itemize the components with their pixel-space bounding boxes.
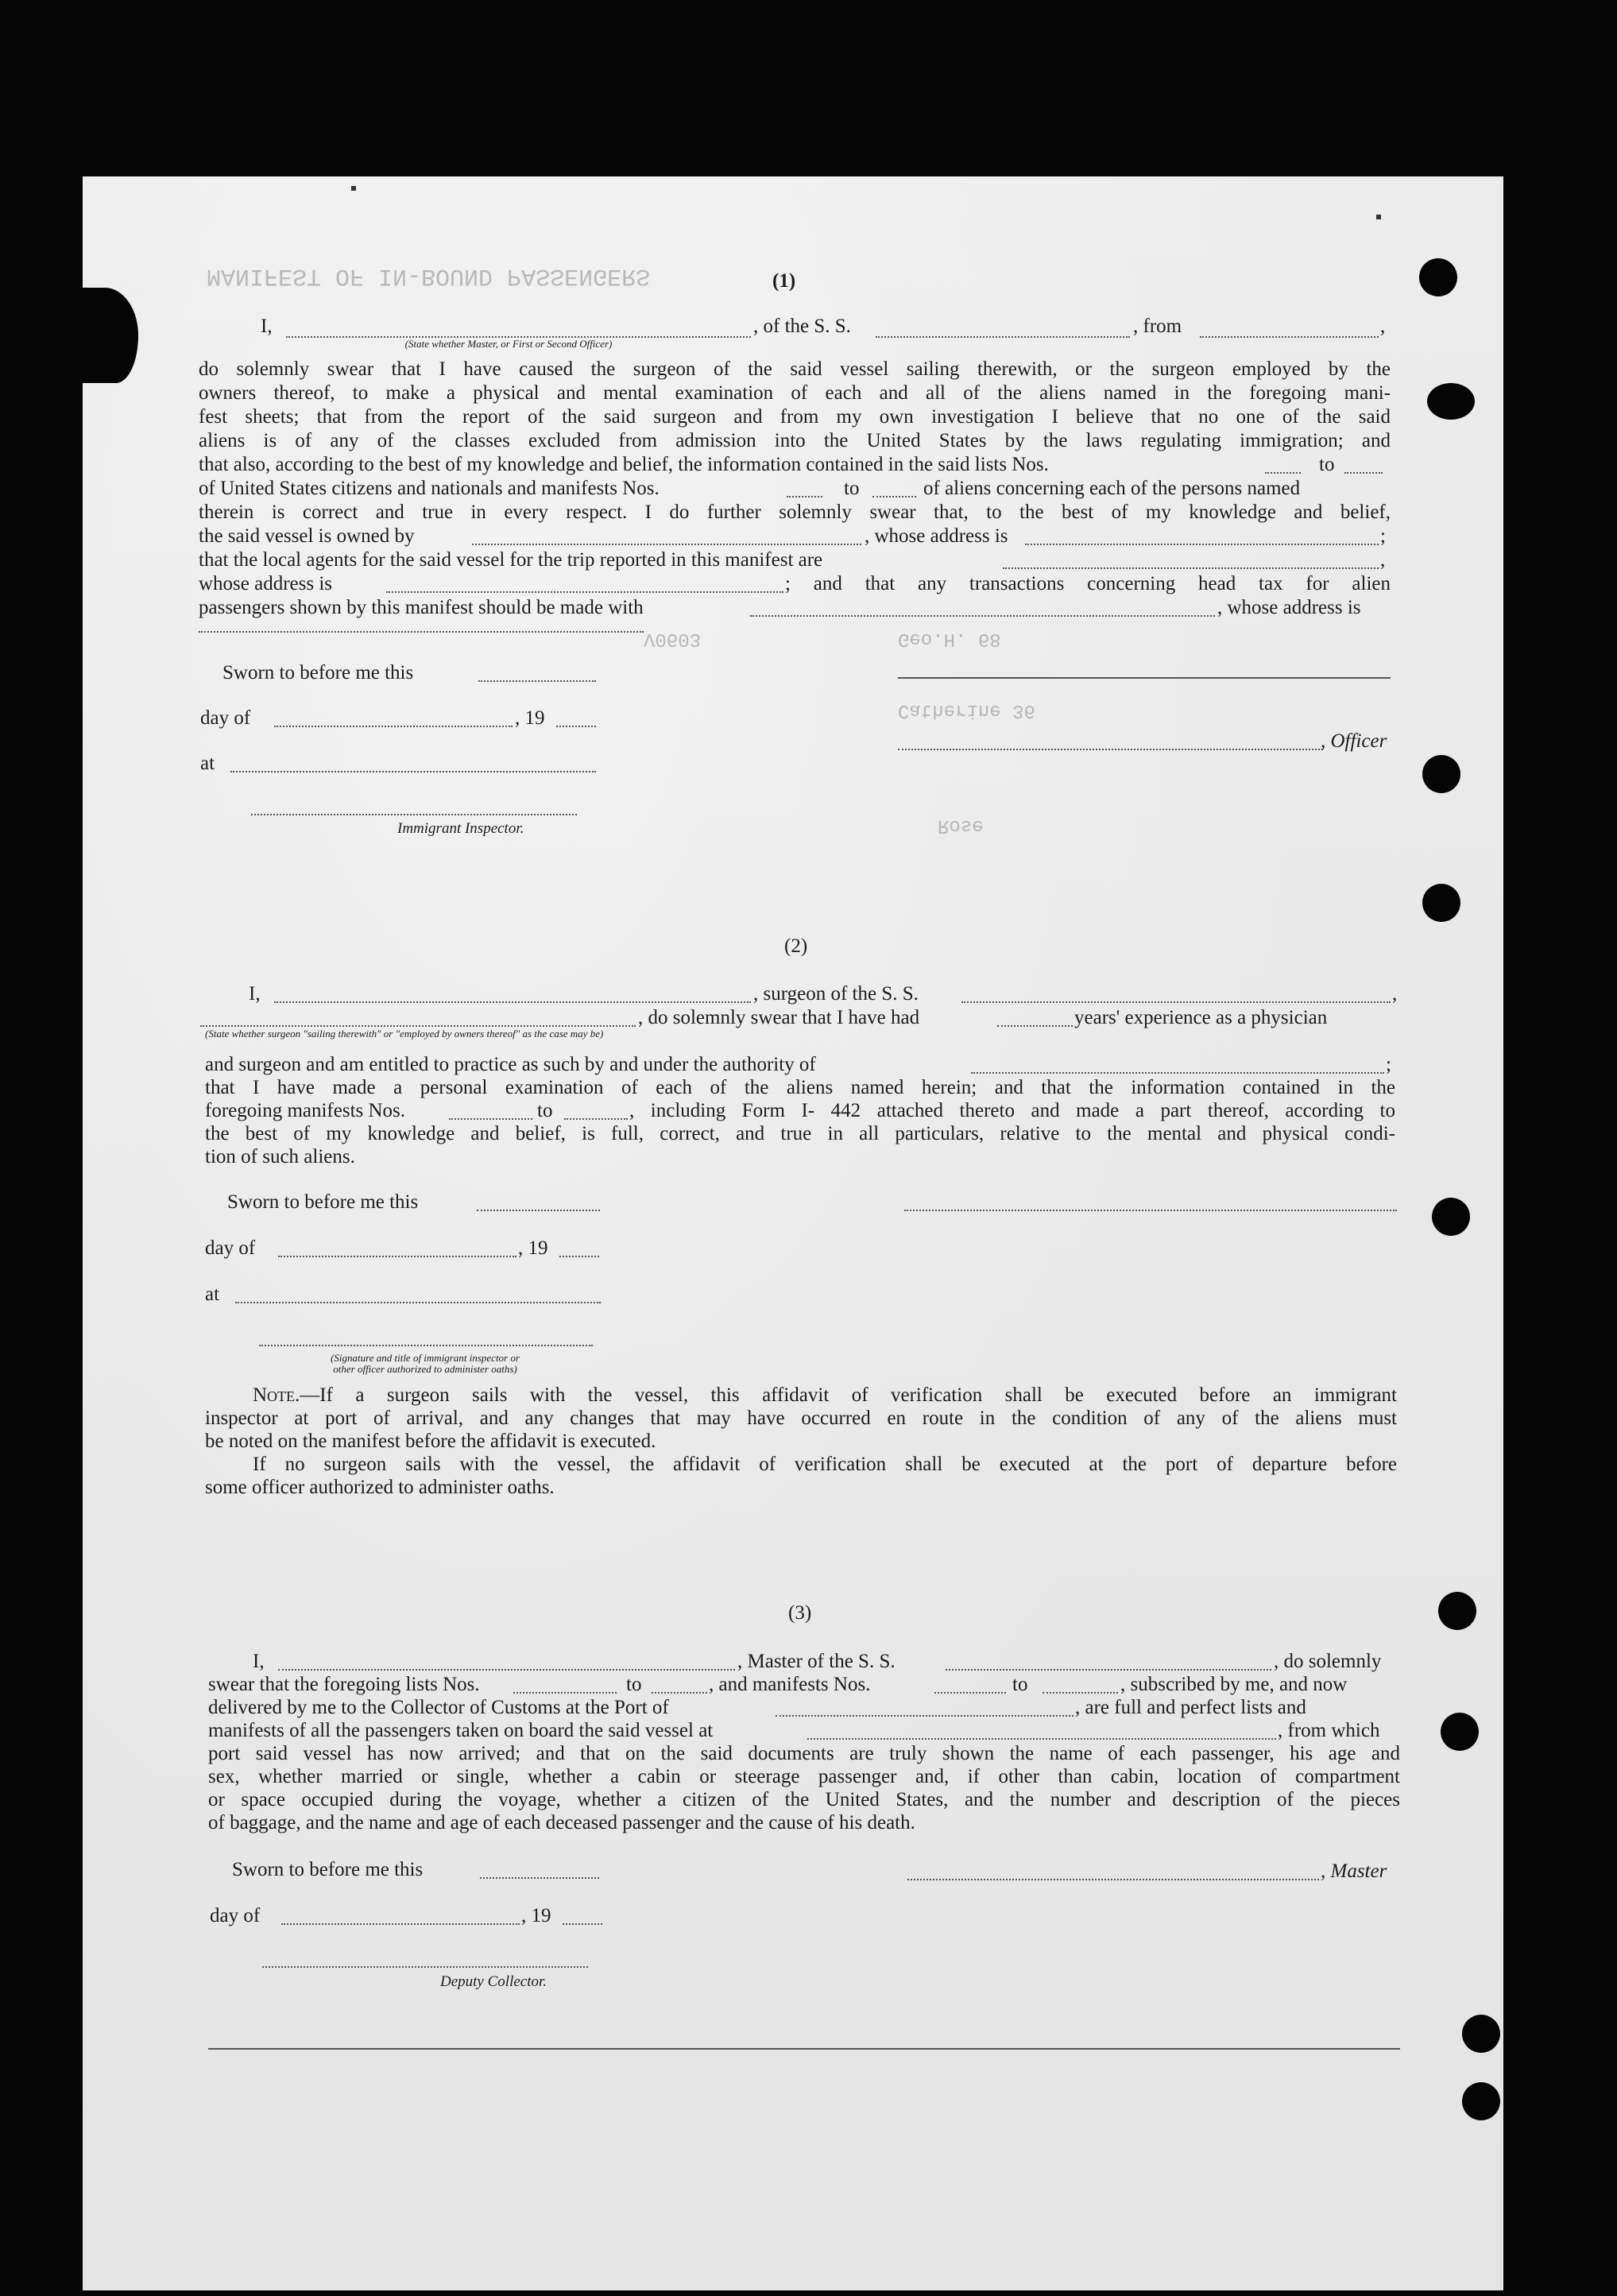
year-label: , 19 [515, 707, 545, 729]
inspector-label: Immigrant Inspector. [397, 820, 524, 837]
corner-mark [351, 186, 356, 191]
paragraph-line: of baggage, and the name and age of each deceased passenger and the cause of his death. [208, 1812, 915, 1833]
field-note: (State whether surgeon "sailing therewith" or "employed by owners thereof" as the case may be) [205, 1028, 604, 1040]
blank-field [563, 1923, 602, 1925]
year-label: , 19 [518, 1237, 548, 1259]
at-label: at [205, 1284, 220, 1305]
bleed-through-text: V0603 [644, 628, 702, 649]
blank-field [556, 726, 596, 727]
corner-mark [1376, 215, 1381, 219]
oath-line: , from [1133, 316, 1182, 337]
master-label: , Master [1321, 1860, 1387, 1882]
signature-note: (Signature and title of immigrant inspector or [331, 1352, 520, 1364]
blank-field [559, 1256, 599, 1257]
punch-hole [1422, 884, 1460, 922]
punch-hole [1438, 1592, 1476, 1630]
signature-line [898, 677, 1391, 679]
oath-line: years' experience as a physician [1074, 1007, 1328, 1028]
blank-field [199, 631, 644, 633]
blank-field [472, 544, 861, 545]
punch-hole [1432, 1198, 1470, 1236]
blank-field [281, 1923, 520, 1925]
paragraph-line: , whose address is [865, 525, 1008, 547]
paragraph-line: of aliens concerning each of the persons named [923, 478, 1301, 499]
punch-hole [1419, 258, 1457, 296]
note-text: —If a surgeon sails with the vessel, this affidavit of verification shall be executed before an immigrant [300, 1384, 1397, 1406]
inspector-signature-line [251, 814, 577, 815]
note-line: inspector at port of arrival, and any changes that may have occurred en route in the condition of any of the aliens must [205, 1407, 1397, 1429]
blank-field [787, 496, 822, 498]
oath-line: , subscribed by me, and now [1120, 1674, 1348, 1695]
paragraph-line: ; [1380, 525, 1386, 547]
oath-line: I, [249, 983, 261, 1005]
blank-field [1003, 567, 1379, 569]
oath-line: , surgeon of the S. S. [753, 983, 919, 1005]
section-number: (2) [784, 935, 808, 957]
oath-line: I, [253, 1651, 265, 1672]
blank-field [200, 1025, 636, 1027]
note-line: be noted on the manifest before the affidavit is executed. [205, 1431, 656, 1452]
paragraph-line: ; [1386, 1054, 1391, 1075]
blank-field [1344, 472, 1383, 474]
officer-label: , Officer [1321, 730, 1387, 752]
oath-line: , do solemnly [1274, 1651, 1382, 1672]
paragraph-line: that the local agents for the said vessel for the trip reported in this manifest are [199, 549, 823, 571]
paragraph-line: do solemnly swear that I have caused the surgeon of the said vessel sailing therewith, or the surgeon employed by the [199, 358, 1391, 380]
paragraph-word: to [844, 478, 860, 499]
bleed-through-text: Catherine 36 [898, 699, 1035, 721]
deputy-label: Deputy Collector. [440, 1973, 547, 1990]
paragraph-line: sex, whether married or single, whether a cabin or steerage passenger and, if other than cabin, location of compartment [208, 1766, 1400, 1787]
note-label: Note. [253, 1384, 300, 1406]
blank-field [1043, 1692, 1118, 1694]
paragraph-word: to [537, 1100, 553, 1121]
blank-field [872, 496, 916, 498]
punch-hole [1427, 383, 1475, 420]
blank-field [971, 1072, 1384, 1074]
punch-hole [1462, 2082, 1500, 2120]
note-line: some officer authorized to administer oaths. [205, 1477, 555, 1498]
paragraph-line: the said vessel is owned by [199, 525, 415, 547]
blank-field [235, 1302, 601, 1303]
paragraph-line: aliens is of any of the classes excluded from admission into the United States by the laws regulating immigration; and [199, 430, 1391, 451]
bleed-through-text: MANIFEST OF IN-BOUND PASSENGERS [207, 262, 651, 289]
note-line: If no surgeon sails with the vessel, the affidavit of verification shall be executed at the port of departure before [253, 1454, 1397, 1475]
year-label: , 19 [521, 1905, 551, 1926]
at-label: at [200, 753, 215, 774]
day-label: day of [210, 1905, 261, 1926]
blank-field [1265, 472, 1301, 474]
blank-field [946, 1669, 1271, 1671]
bottom-rule [208, 2048, 1400, 2050]
punch-hole [1441, 1713, 1479, 1751]
blank-field [961, 1001, 1391, 1003]
paragraph-line: ; and that any transactions concerning head tax for alien [785, 573, 1391, 594]
paragraph-line: port said vessel has now arrived; and that on the said documents are truly shown the name of each passenger, his age and [208, 1743, 1400, 1764]
oath-line: , [1392, 983, 1398, 1005]
section-number: (3) [788, 1602, 812, 1624]
bleed-through-text: Geo.H. 68 [898, 628, 1001, 649]
deputy-signature-line [262, 1966, 588, 1968]
blank-field [1025, 544, 1379, 545]
oath-line: manifests of all the passengers taken on board the said vessel at [208, 1720, 714, 1741]
blank-field [449, 1118, 532, 1120]
blank-field [386, 591, 783, 593]
sworn-label: Sworn to before me this [227, 1191, 419, 1213]
paragraph-line: therein is correct and true in every respect. I do further solemnly swear that, to the best of my knowledge and belief, [199, 501, 1391, 523]
note-line [253, 1384, 1397, 1407]
blank-field [564, 1118, 628, 1120]
paragraph-line: of United States citizens and nationals and manifests Nos. [199, 478, 660, 499]
field-note: (State whether Master, or First or Second Officer) [404, 338, 613, 350]
paragraph-line: whose address is [199, 573, 333, 594]
sworn-label: Sworn to before me this [232, 1859, 424, 1880]
paragraph-line: that also, according to the best of my knowledge and belief, the information contained in the said lists Nos. [199, 454, 1049, 475]
paragraph-line: that I have made a personal examination of each of the aliens named herein; and that the information contained in the [205, 1077, 1395, 1098]
paragraph-line: , whose address is [1217, 597, 1361, 618]
blank-field [997, 1025, 1073, 1027]
signature-line [904, 1210, 1397, 1211]
blank-field [278, 1669, 735, 1671]
blank-field [934, 1692, 1006, 1694]
blank-field [652, 1692, 707, 1694]
paragraph-line: or space occupied during the voyage, whether a citizen of the United States, and the number and description of the pieces [208, 1789, 1400, 1810]
blank-field [876, 336, 1130, 338]
day-label: day of [205, 1237, 256, 1259]
oath-word: to [1012, 1674, 1028, 1695]
oath-line: , do solemnly swear that I have had [638, 1007, 920, 1028]
signature-note: other officer authorized to administer oaths) [333, 1363, 517, 1375]
blank-field [776, 1715, 1073, 1717]
oath-line: , from which [1278, 1720, 1380, 1741]
blank-field [807, 1738, 1276, 1740]
oath-line: , and manifests Nos. [709, 1674, 871, 1695]
bleed-through-text: Rose [938, 815, 984, 836]
paragraph-line: passengers shown by this manifest should be made with [199, 597, 644, 618]
blank-field [477, 1210, 600, 1211]
blank-field [478, 680, 596, 682]
blank-field [480, 1877, 599, 1879]
paragraph-line: tion of such aliens. [205, 1146, 355, 1167]
punch-hole [1422, 755, 1460, 793]
sworn-label: Sworn to before me this [222, 662, 414, 683]
blank-field [1200, 336, 1379, 338]
paragraph-line: foregoing manifests Nos. [205, 1100, 406, 1121]
oath-line: , Master of the S. S. [737, 1651, 896, 1672]
blank-field [513, 1692, 617, 1694]
blank-field [274, 1001, 751, 1003]
paragraph-line: and surgeon and am entitled to practice as such by and under the authority of [205, 1054, 816, 1075]
oath-line: , [1380, 316, 1386, 337]
oath-word: to [626, 1674, 642, 1695]
blank-field [230, 771, 596, 772]
paragraph-word: to [1319, 454, 1335, 475]
section-number: (1) [772, 270, 796, 292]
oath-line: delivered by me to the Collector of Customs at the Port of [208, 1697, 669, 1718]
paragraph-line: owners thereof, to make a physical and mental examination of each and all of the aliens named in the foregoing mani- [199, 382, 1391, 404]
punch-hole [1462, 2015, 1500, 2053]
master-signature-line [907, 1879, 1319, 1880]
blank-field [750, 615, 1215, 617]
oath-line: swear that the foregoing lists Nos. [208, 1674, 480, 1695]
paragraph-line: , [1380, 549, 1386, 571]
signature-line [259, 1345, 593, 1346]
oath-line: , of the S. S. [753, 316, 851, 337]
officer-signature-line [898, 749, 1323, 750]
paragraph-line: , including Form I- 442 attached thereto and made a part thereof, according to [629, 1100, 1395, 1121]
oath-line: , are full and perfect lists and [1075, 1697, 1306, 1718]
blank-field [274, 726, 513, 727]
paragraph-line: fest sheets; that from the report of the said surgeon and from my own investigation I believe that no one of the said [199, 406, 1391, 428]
day-label: day of [200, 707, 251, 729]
blank-field [278, 1256, 516, 1257]
oath-line: I, [261, 316, 273, 337]
paragraph-line: the best of my knowledge and belief, is full, correct, and true in all particulars, relative to the mental and physical condi- [205, 1123, 1395, 1144]
